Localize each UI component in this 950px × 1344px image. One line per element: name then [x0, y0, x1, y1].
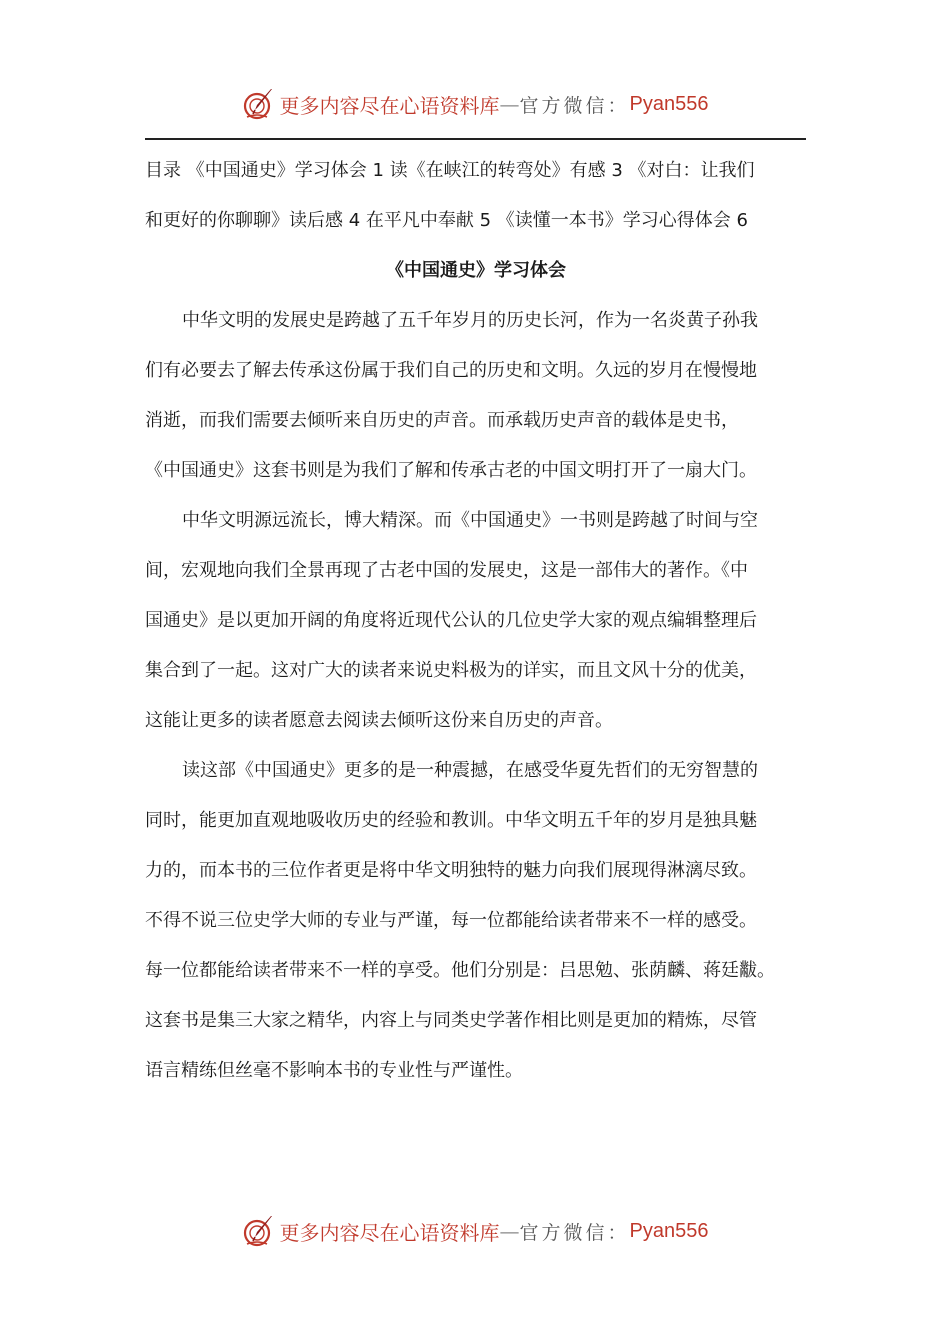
paragraph-line: 们有必要去了解去传承这份属于我们自己的历史和文明。久远的岁月在慢慢地 [145, 360, 757, 381]
header-wechat-id: Pyan556 [629, 92, 709, 115]
paragraph-line: 力的，而本书的三位作者更是将中华文明独特的魅力向我们展现得淋漓尽致。 [145, 860, 757, 881]
paragraph-line: 读这部《中国通史》更多的是一种震撼，在感受华夏先哲们的无穷智慧的 [182, 760, 758, 781]
paragraph-line: 消逝，而我们需要去倾听来自历史的声音。而承载历史声音的载体是史书， [145, 410, 739, 431]
header-wechat-label: 官方微信： [519, 94, 630, 117]
footer-promo-text: 更多内容尽在心语资料库 [279, 1220, 500, 1245]
paragraph-line: 每一位都能给读者带来不一样的享受。他们分别是：吕思勉、张荫麟、蒋廷黻。 [145, 960, 775, 981]
footer-wechat-label: 官方微信： [519, 1221, 630, 1244]
paragraph-line: 中华文明源远流长，博大精深。而《中国通史》一书则是跨越了时间与空 [182, 510, 758, 531]
paragraph-line: 不得不说三位史学大师的专业与严谨，每一位都能给读者带来不一样的感受。 [145, 910, 757, 931]
footer-separator: — [499, 1219, 520, 1243]
paragraph-line: 间，宏观地向我们全景再现了古老中国的发展史，这是一部伟大的著作。《中 [145, 560, 748, 581]
paragraph-line: 语言精练但丝毫不影响本书的专业性与严谨性。 [145, 1060, 523, 1081]
header-banner [0, 84, 950, 124]
header-separator: — [499, 92, 520, 116]
header-promo-text: 更多内容尽在心语资料库 [279, 93, 500, 118]
paragraph-line: 同时，能更加直观地吸收历史的经验和教训。中华文明五千年的岁月是独具魅 [145, 810, 757, 831]
quill-pen-logo-icon [242, 1214, 276, 1248]
paragraph-line: 这能让更多的读者愿意去阅读去倾听这份来自历史的声音。 [145, 710, 613, 731]
paragraph-line: 《中国通史》这套书则是为我们了解和传承古老的中国文明打开了一扇大门。 [145, 460, 757, 481]
paragraph-2 [145, 496, 807, 746]
paragraph-line: 国通史》是以更加开阔的角度将近现代公认的几位史学大家的观点编辑整理后 [145, 610, 757, 631]
paragraph-line: 集合到了一起。这对广大的读者来说史料极为的详实，而且文风十分的优美， [145, 660, 757, 681]
toc-line-1: 目录 《中国通史》学习体会 1 读《在峡江的转弯处》有感 3 《对白：让我们 [145, 160, 755, 181]
article-title: 《中国通史》学习体会 [386, 260, 566, 281]
document-body [145, 146, 807, 1096]
footer-wechat-id: Pyan556 [629, 1219, 709, 1242]
paragraph-3 [145, 746, 807, 1096]
header-divider [145, 138, 806, 140]
footer-banner [0, 1211, 950, 1251]
paragraph-line: 这套书是集三大家之精华，内容上与同类史学著作相比则是更加的精炼，尽管 [145, 1010, 757, 1031]
paragraph-1 [145, 296, 807, 496]
quill-pen-logo-icon [242, 87, 276, 121]
toc-line-2: 和更好的你聊聊》读后感 4 在平凡中奉献 5 《读懂一本书》学习心得体会 6 [145, 210, 748, 231]
paragraph-line: 中华文明的发展史是跨越了五千年岁月的历史长河，作为一名炎黄子孙我 [182, 310, 758, 331]
